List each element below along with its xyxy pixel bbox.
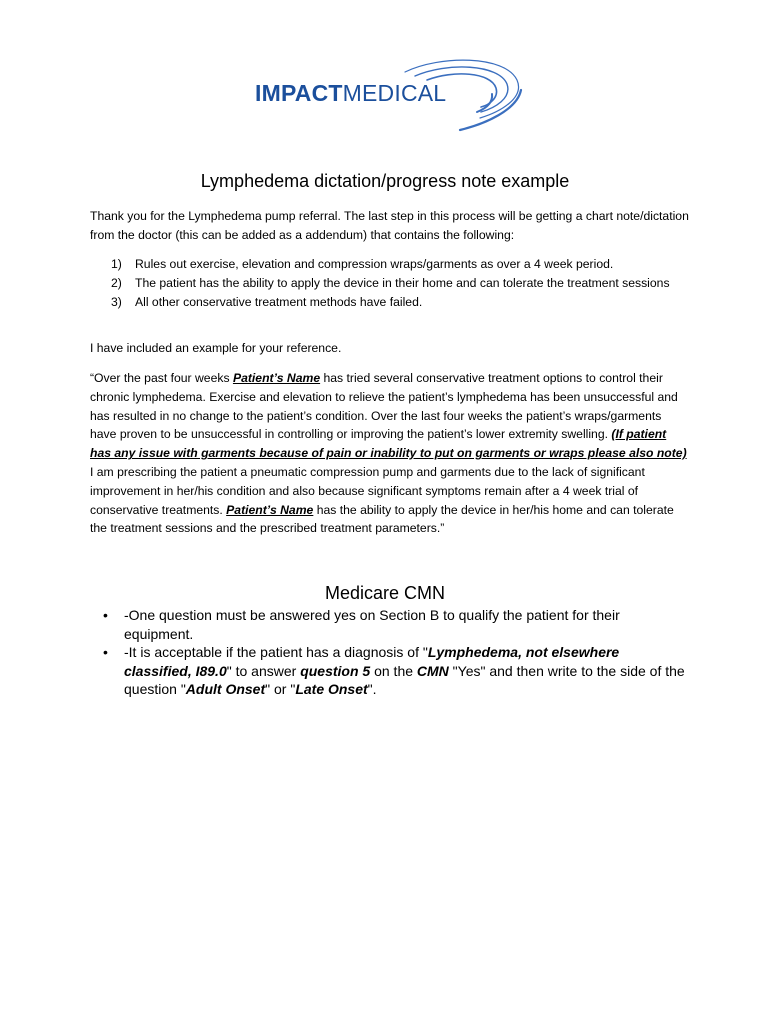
list-item-text: Rules out exercise, elevation and compression wraps/garments as over a 4 week period. <box>135 257 614 271</box>
list-item <box>90 643 690 699</box>
cmn-abbrev-text: CMN <box>416 662 449 679</box>
example-text-part1: “Over the past four weeks <box>90 371 233 385</box>
late-onset-text: Late Onset <box>295 681 368 697</box>
patient-name-placeholder: Patient’s Name <box>232 371 321 385</box>
list-item-number: 2) <box>111 275 122 290</box>
intro-paragraph: Thank you for the Lymphedema pump referral. The last step in this process will be getting a chart note/dictation from the doctor (this can be added as a addendum) that contains the following: <box>90 209 689 242</box>
bullet-icon: • <box>103 644 108 660</box>
diagnosis-text: Lymphedema, not elsewhere classified, I89.0 <box>124 644 620 679</box>
list-item <box>90 274 690 293</box>
garments-note: (If patient has any issue with garments because of pain or inability to put on garments or wraps please also note) <box>90 427 687 461</box>
adult-onset-text: Adult Onset <box>185 681 266 697</box>
list-item <box>90 293 690 312</box>
cmn-bullet-text: -One question must be answered yes on Section B to qualify the patient for their equipment. <box>124 607 620 642</box>
logo-wordmark <box>255 80 446 107</box>
logo-medical-text: MEDICAL <box>342 80 447 106</box>
impact-medical-logo <box>255 50 530 130</box>
logo-impact-text: IMPACT <box>255 80 343 106</box>
example-text-part4: has the ability to apply the device in her/his home and can tolerate the treatment sessions and the prescribed treatment parameters.” <box>90 502 674 536</box>
patient-name-placeholder: Patient’s Name <box>226 502 314 517</box>
bullet-icon: • <box>103 607 108 623</box>
list-item-number: 3) <box>111 294 122 309</box>
page-title: Lymphedema dictation/progress note example <box>200 171 570 191</box>
cmn-bullet-text: -It is acceptable if the patient has a diagnosis of " <box>124 644 428 660</box>
requirements-list <box>90 255 690 311</box>
cmn-bullet-text: "Yes" and then write to the side of the question " <box>124 662 685 697</box>
example-text-part2: has tried several conservative treatment options to control their chronic lymphedema. Exercise and elevation to relieve the patient’s lymphedema has been unsuccessful and has resulted in no change to the patient’s condition. Over the last four weeks the patient’s wraps/garments have proven to be unsuccessful in controlling or improving the patient’s lower extremity swelling. <box>90 371 678 442</box>
list-item <box>90 606 690 643</box>
cmn-bullet-text: on the <box>370 662 417 679</box>
list-item-text: The patient has the ability to apply the device in their home and can tolerate the treatment sessions <box>135 275 670 290</box>
list-item-number: 1) <box>111 257 122 271</box>
cmn-bullet-text: " or " <box>265 681 296 697</box>
list-item <box>90 255 690 274</box>
example-text-part3: I am prescribing the patient a pneumatic compression pump and garments due to the lack of significant improvement in her/his condition and also because significant symptoms remain after a 4 week trial of conservative treatments. <box>90 464 645 517</box>
reference-line: I have included an example for your reference. <box>90 341 342 355</box>
cmn-section-title: Medicare CMN <box>324 583 446 603</box>
example-dictation-paragraph <box>90 369 690 538</box>
list-item-text: All other conservative treatment methods have failed. <box>135 294 423 309</box>
cmn-bullet-text: " to answer <box>226 662 301 679</box>
cmn-bullet-text: ". <box>367 681 377 697</box>
cmn-bullet-list <box>90 606 690 699</box>
question-number-text: question 5 <box>300 662 371 679</box>
